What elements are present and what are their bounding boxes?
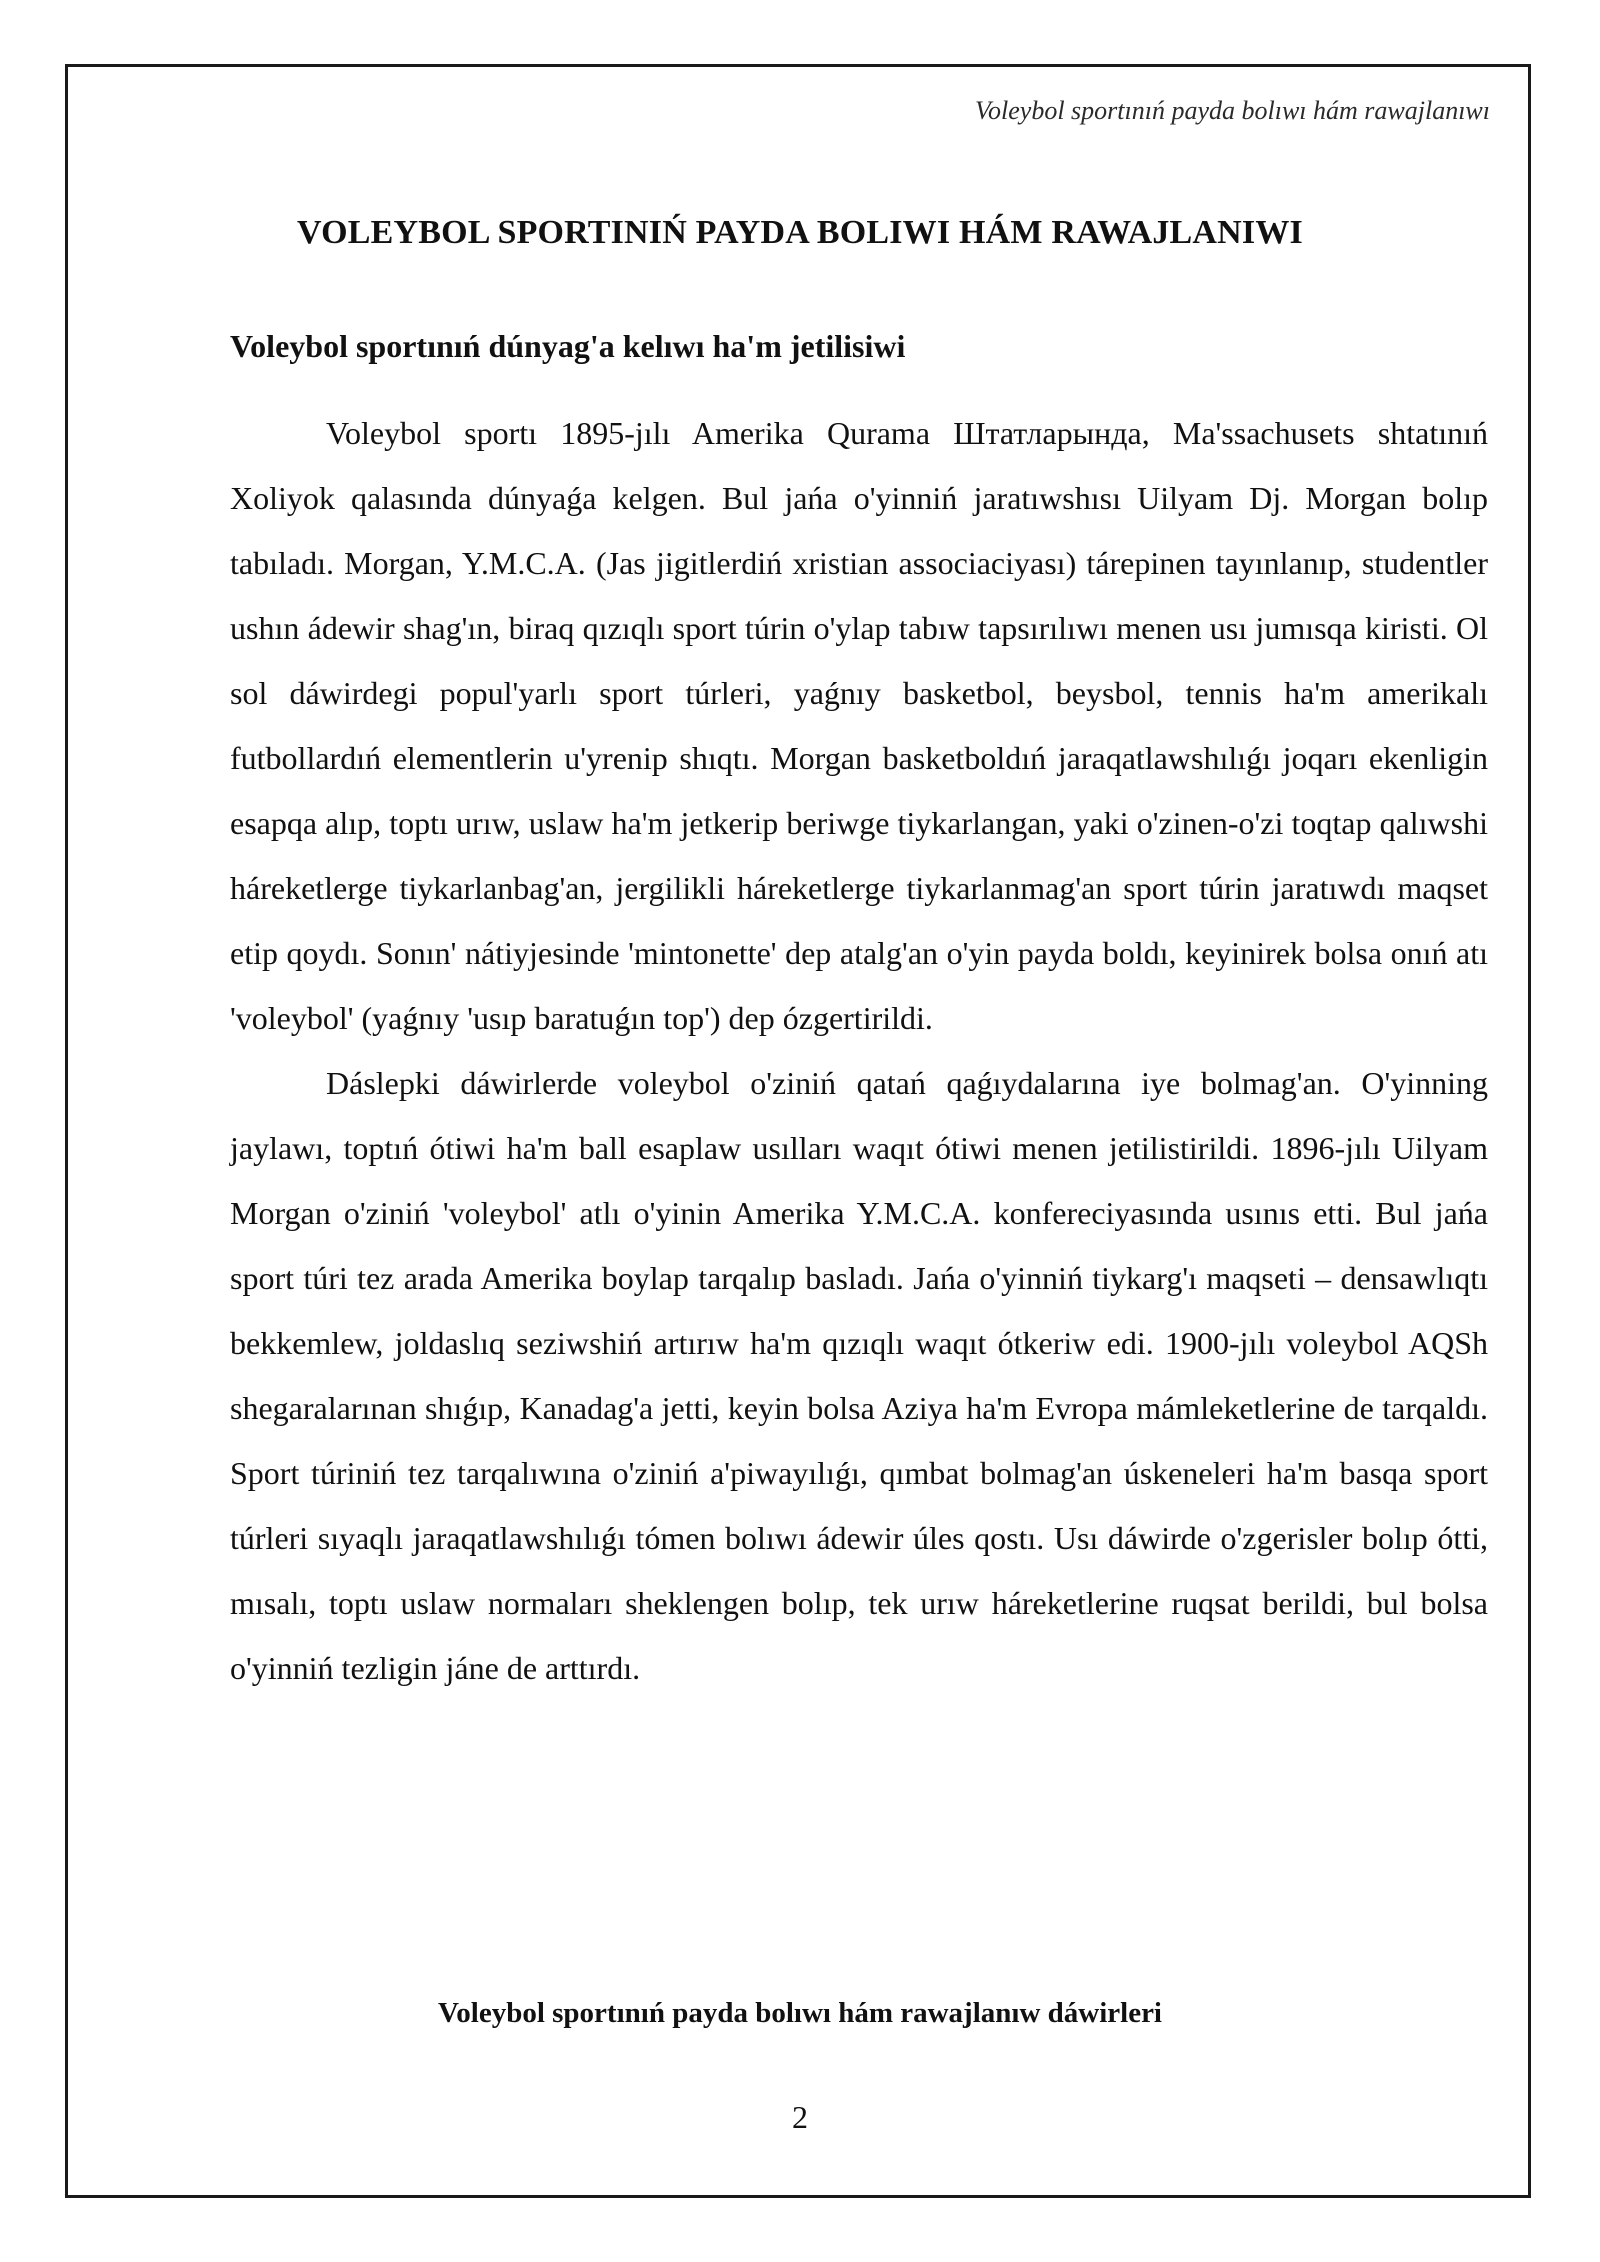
running-header: Voleybol sportınıń payda bolıwı hám rawajlanıwı bbox=[975, 96, 1490, 125]
body-text bbox=[230, 401, 1488, 1701]
paragraph: Dáslepki dáwirlerde voleybol o'ziniń qatań qaǵıydalarına iye bolmag'an. O'yinning jaylawı, toptıń ótiwi ha'm ball esaplaw usılları waqıt ótiwi menen jetilistirildi. 1896-jılı Uilyam Morgan o'ziniń 'voleybol' atlı o'yinin Amerika Y.M.C.A. konfereciyasında usınıs etti. Bul jańa sport túri tez arada Amerika boylap tarqalıp basladı. Jańa o'yinniń tiykarg'ı maqseti – densawlıqtı bekkemlew, joldaslıq seziwshiń artırıw ha'm qızıqlı waqıt ótkeriw edi. 1900-jılı voleybol AQSh shegaralarınan shıǵıp, Kanadag'a jetti, keyin bolsa Aziya ha'm Evropa mámleketlerine de tarqaldı. Sport túriniń tez tarqalıwına o'ziniń a'piwayılıǵı, qımbat bolmag'an úskeneleri ha'm basqa sport túrleri sıyaqlı jaraqatlawshılıǵı tómen bolıwı ádewir úles qostı. Usı dáwirde o'zgerisler bolıp ótti, mısalı, toptı uslaw normaları sheklengen bolıp, tek urıw háreketlerine ruqsat berildi, bul bolsa o'yinniń tezligin jáne de arttırdı. bbox=[230, 1065, 1488, 1686]
paragraph: Voleybol sportı 1895-jılı Amerika Qurama Штатларында, Ma'ssachusets shtatınıń Xoliyok qalasında dúnyaǵa kelgen. Bul jańa o'yinniń jaratıwshısı Uilyam Dj. Morgan bolıp tabıladı. Morgan, Y.M.C.A. (Jas jigitlerdiń xristian associaciyası) tárepinen tayınlanıp, studentler ushın ádewir shag'ın, biraq qızıqlı sport túrin o'ylap tabıw tapsırılıwı menen usı jumısqa kiristi. Ol sol dáwirdegi popul'yarlı sport túrleri, yaǵnıy basketbol, beysbol, tennis ha'm amerikalı futbollardıń elementlerin u'yrenip shıqtı. Morgan basketboldıń jaraqatlawshılıǵı joqarı ekenligin esapqa alıp, toptı urıw, uslaw ha'm jetkerip beriwge tiykarlangan, yaki o'zinen-o'zi toqtap qalıwshi háreketlerge tiykarlanbag'an, jergilikli háreketlerge tiykarlanmag'an sport túrin jaratıwdı maqset etip qoydı. Sonın' nátiyjesinde 'mintonette' dep atalg'an o'yin payda boldı, keyinirek bolsa onıń atı 'voleybol' (yaǵnıy 'usıp baratuǵın top') dep ózgertirildi. bbox=[230, 415, 1488, 1036]
subsection-heading: Voleybol sportınıń payda bolıwı hám rawajlanıw dáwirleri bbox=[437, 1997, 1162, 2029]
document-title: VOLEYBOL SPORTINIŃ PAYDA BOLIWI HÁM RAWAJLANIWI bbox=[297, 214, 1303, 251]
page-number: 2 bbox=[792, 2099, 808, 2135]
section-heading: Voleybol sportınıń dúnyag'a kelıwı ha'm jetilisiwi bbox=[230, 328, 906, 364]
